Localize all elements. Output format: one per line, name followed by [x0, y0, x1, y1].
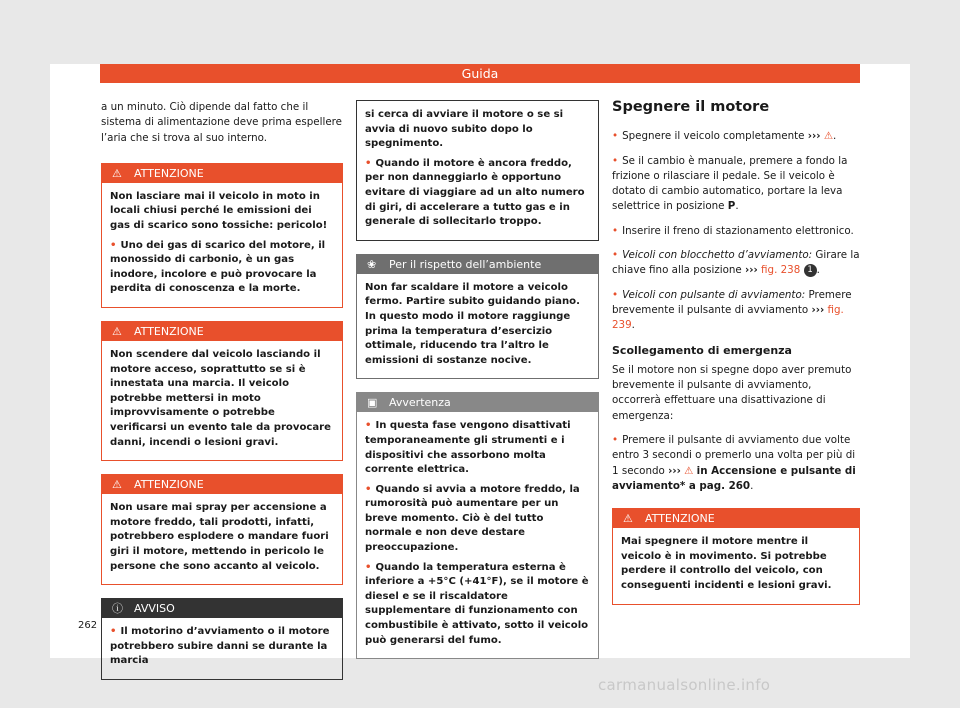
- figure-link[interactable]: fig. 239: [612, 303, 844, 332]
- step-bullet-4: • Veicoli con blocchetto d’avviamento: Girare la chiave fino alla posizione ››› fig. 238 1 .: [612, 248, 860, 279]
- environment-text: Non far scaldare il motore a veicolo fermo. Partire subito guidando piano. In questo modo il motore raggiunge prima la temperatura d’esercizio ottimale, riducendo tra l’altro le emissioni di sostanze nocive.: [365, 281, 580, 366]
- notice-box: [101, 598, 343, 680]
- note-box: [356, 392, 599, 659]
- page-header: Guida: [100, 64, 860, 83]
- warning-icon: ⚠: [112, 478, 122, 492]
- notice-bullet: • Il motorino d’avviamento o il motore potrebbero subire danni se durante la marcia: [110, 625, 334, 669]
- column-3: [612, 100, 860, 618]
- info-circle-icon: ⓘ: [112, 602, 123, 616]
- intro-text: a un minuto. Ciò dipende dal fatto che il sistema di alimentazione deve prima espellere l’aria che si trova al suo interno.: [101, 101, 343, 144]
- step-bullet-5: • Veicoli con pulsante di avviamento: Premere brevemente il pulsante di avviamento ››› fig. 239.: [612, 288, 860, 334]
- warning-text: Non lasciare mai il veicolo in moto in locali chiusi perché le emissioni dei gas di scarico sono tossiche: pericolo!: [110, 190, 328, 232]
- note-icon: ▣: [367, 396, 378, 410]
- note-bullet-3: • Quando la temperatura esterna è inferiore a +5°C (+41°F), se il motore è diesel e se il riscaldatore supplementare di funzionamento con combustibile è attivato, sotto il veicolo può generarsi del fumo.: [365, 561, 590, 649]
- column-1: [101, 100, 343, 693]
- warning-label: ATTENZIONE: [134, 325, 204, 339]
- environment-label: Per il rispetto dell’ambiente: [389, 257, 542, 271]
- notice-label: AVVISO: [134, 602, 175, 616]
- warning-text: Non scendere dal veicolo lasciando il motore acceso, soprattutto se si è innestata una marcia. Il veicolo potrebbe mettersi in moto improvvisamente o potrebbe verificarsi un evento tale da provocare danni, incendi o lesioni gravi.: [110, 349, 331, 448]
- step-bullet-3: • Inserire il freno di stazionamento elettronico.: [612, 224, 860, 239]
- environment-box: [356, 254, 599, 380]
- warning-box-4: [612, 508, 860, 604]
- warning-label: ATTENZIONE: [134, 166, 204, 180]
- note-bullet-2: • Quando si avvia a motore freddo, la rumorosità può aumentare per un breve momento. Ciò è del tutto normale e non deve destare preoccupazione.: [365, 483, 590, 556]
- warning-icon: ⚠: [823, 130, 834, 143]
- cross-reference-link[interactable]: in Accensione e pulsante di avviamento* a pag. 260: [612, 464, 856, 492]
- warning-label: ATTENZIONE: [134, 478, 204, 492]
- warning-label: ATTENZIONE: [645, 512, 715, 526]
- warning-bullet: • Uno dei gas di scarico del motore, il monossido di carbonio, è un gas inodore, incolore e può provocare la perdita di conoscenza e la morte.: [110, 239, 334, 297]
- step-bullet-6: • Premere il pulsante di avviamento due volte entro 3 secondi o premerlo una volta per più di 1 secondo ››› ⚠ in Accensione e pulsante di avviamento* a pag. 260.: [612, 433, 860, 494]
- environment-icon: ❀: [367, 257, 377, 271]
- step-bullet-2: • Se il cambio è manuale, premere a fondo la frizione o rilasciare il pedale. Se il veicolo è dotato di cambio automatico, portare la leva selettrice in posizione P.: [612, 154, 860, 215]
- warning-icon: ⚠: [112, 166, 122, 180]
- warning-icon: ⚠: [112, 325, 122, 339]
- warning-text: Mai spegnere il motore mentre il veicolo è in movimento. Si potrebbe perdere il controllo del veicolo, con conseguenti incidenti e lesioni gravi.: [621, 536, 832, 592]
- notice-cont-bullet: • Quando il motore è ancora freddo, per non danneggiarlo è opportuno evitare di viaggiare ad un alto numero di giri, di accelerare a tutto gas e in generale di sollecitarlo troppo.: [365, 157, 590, 230]
- note-bullet-1: • In questa fase vengono disattivati temporaneamente gli strumenti e i dispositivi che assorbono molta corrente elettrica.: [365, 419, 590, 477]
- warning-text: Non usare mai spray per accensione a motore freddo, tali prodotti, infatti, potrebbero esplodere o mandare fuori giri il motore, mettendo in pericolo le persone che sono accanto al veicolo.: [110, 502, 329, 572]
- note-label: Avvertenza: [389, 396, 451, 410]
- page-number: 262: [78, 620, 98, 631]
- warning-icon: ⚠: [623, 512, 633, 526]
- warning-box-1: [101, 163, 343, 308]
- notice-box-continued: [356, 100, 599, 241]
- section-title: Spegnere il motore: [612, 99, 770, 115]
- ref-arrows[interactable]: ›››: [807, 130, 821, 143]
- warning-icon: ⚠: [684, 464, 694, 477]
- figure-link[interactable]: fig. 238: [761, 264, 801, 277]
- step-bullet-1: • Spegnere il veicolo completamente ››› ⚠.: [612, 129, 860, 144]
- watermark: carmanualsonline.info: [598, 676, 771, 694]
- warning-box-2: [101, 321, 343, 461]
- column-2: [356, 100, 599, 672]
- position-number: 1: [804, 264, 817, 277]
- warning-box-3: [101, 474, 343, 585]
- subsection-title: Scollegamento di emergenza: [612, 343, 792, 357]
- notice-cont-text: si cerca di avviare il motore o se si avvia di nuovo subito dopo lo spegnimento.: [365, 109, 564, 150]
- emergency-text: Se il motore non si spegne dopo aver premuto brevemente il pulsante di avviamento, occorrerà effettuare una disattivazione di emergenza:: [612, 363, 852, 422]
